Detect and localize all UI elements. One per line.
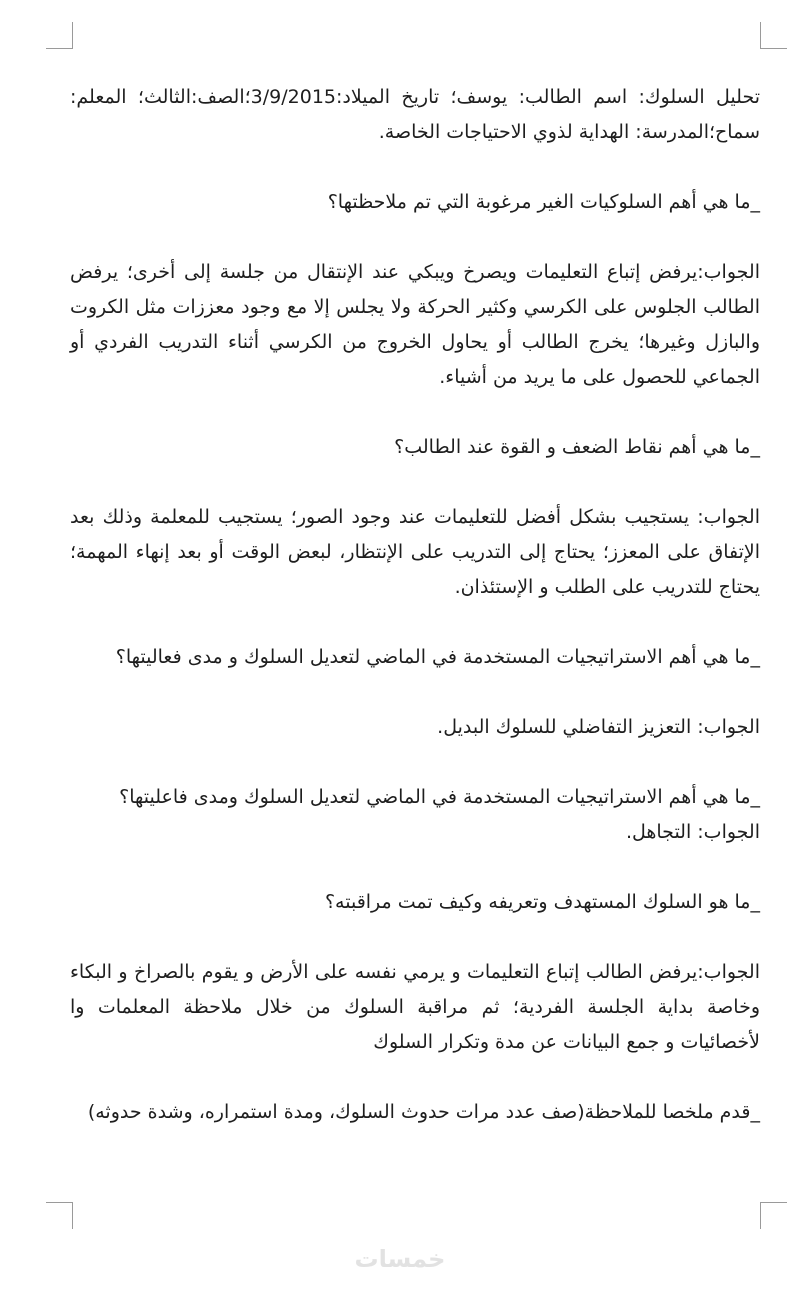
answer-5: الجواب:يرفض الطالب إتباع التعليمات و يرمي نفسه على الأرض و يقوم بالصراخ و البكاء وخاصة بداية الجلسة الفردية؛ ثم مراقبة السلوك من خلال ملاحظة المعلمات وا لأخصائيات و جمع البيانات عن مدة وتكرار السلوك <box>70 961 760 1053</box>
question-6: _قدم ملخصا للملاحظة(صف عدد مرات حدوث السلوك، ومدة استمراره، وشدة حدوثه) <box>87 1101 760 1123</box>
question-3: _ما هي أهم الاستراتيجيات المستخدمة في الماضي لتعديل السلوك و مدى فعاليتها؟ <box>115 646 760 668</box>
answer-4: الجواب: التجاهل. <box>625 821 760 843</box>
document-body <box>70 80 760 1130</box>
question-5: _ما هو السلوك المستهدف وتعريفه وكيف تمت مراقبته؟ <box>324 891 760 913</box>
khamsat-watermark: خمسات <box>354 1245 446 1273</box>
crop-mark-bottom-left <box>46 1202 73 1229</box>
answer-2: الجواب: يستجيب بشكل أفضل للتعليمات عند وجود الصور؛ يستجيب للمعلمة وذلك بعد الإتفاق على المعزز؛ يحتاج إلى التدريب على الإنتظار، لبعض الوقت أو بعد إنهاء المهمة؛يحتاج للتدريب على الطلب و الإستئذان. <box>70 506 760 598</box>
question-4: _ما هي أهم الاستراتيجيات المستخدمة في الماضي لتعديل السلوك ومدى فاعليتها؟ <box>119 786 760 808</box>
header-paragraph: تحليل السلوك: اسم الطالب: يوسف؛ تاريخ الميلاد:3/9/2015؛الصف:الثالث؛ المعلم: سماح؛المدرسة: الهداية لذوي الاحتياجات الخاصة. <box>70 86 760 143</box>
question-2: _ما هي أهم نقاط الضعف و القوة عند الطالب؟ <box>394 436 760 458</box>
crop-mark-top-left <box>46 22 73 49</box>
answer-1: الجواب:يرفض إتباع التعليمات ويصرخ ويبكي عند الإنتقال من جلسة إلى أخرى؛ يرفض الطالب الجلوس على الكرسي وكثير الحركة ولا يجلس إلا مع وجود معززات مثل الكروت والبازل وغيرها؛ يخرج الطالب أو يحاول الخروج من الكرسي أثناء التدريب الفردي أو الجماعي للحصول على ما يريد من أشياء. <box>70 261 760 388</box>
question-1: _ما هي أهم السلوكيات الغير مرغوبة التي تم ملاحظتها؟ <box>327 191 760 213</box>
crop-mark-bottom-right <box>760 1202 787 1229</box>
answer-3: الجواب: التعزيز التفاضلي للسلوك البديل. <box>437 716 760 738</box>
crop-mark-top-right <box>760 22 787 49</box>
